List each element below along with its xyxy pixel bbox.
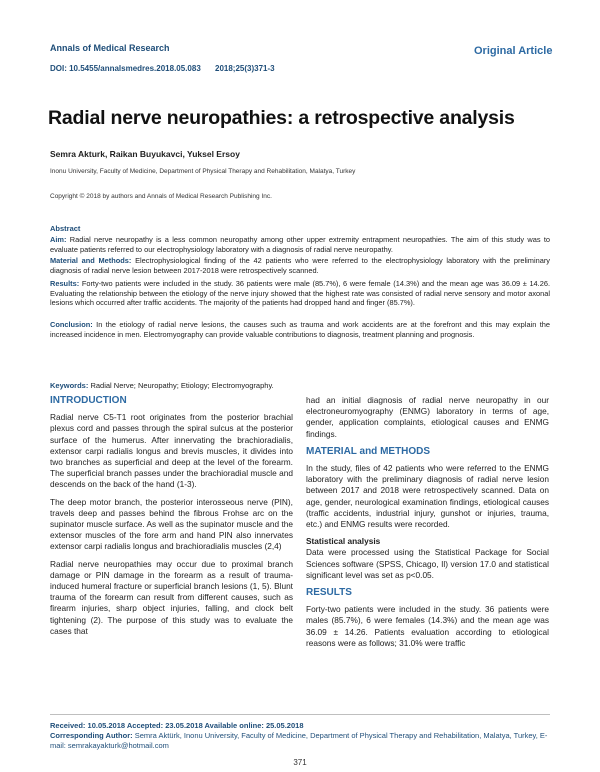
keywords-text: Radial Nerve; Neuropathy; Etiology; Electromyography.	[90, 381, 274, 390]
conclusion-label: Conclusion:	[50, 320, 93, 329]
abstract-conclusion	[50, 320, 550, 339]
corr-label: Corresponding Author:	[50, 731, 133, 740]
results-heading: RESULTS	[306, 587, 352, 599]
right-column	[306, 395, 549, 655]
intro-continued: had an initial diagnosis of radial nerve neuropathy in our electroneuromyography (ENMG) laboratory in terms of age, gender, application complaints, etiological causes and ENMG findings.	[306, 395, 549, 439]
statistics-paragraph: Data were processed using the Statistical Package for Social Sciences software (SPSS, Chicago, Il) version 17.0 and statistical significant level was set as p<0.05.	[306, 547, 549, 580]
methods-heading: MATERIAL and METHODS	[306, 445, 431, 457]
abstract-results	[50, 279, 550, 308]
keywords	[50, 381, 274, 390]
aim-label: Aim:	[50, 235, 67, 244]
corr-text: Semra Aktürk, Inonu University, Faculty of Medicine, Department of Physical Therapy and Rehabilitation, Malatya, Turkey, E-mail: semrakayakturk@hotmail.com	[50, 731, 548, 750]
doi[interactable]: DOI: 10.5455/annalsmedres.2018.05.083	[50, 64, 201, 73]
page-number: 371	[293, 758, 307, 767]
left-column	[50, 395, 293, 643]
conclusion-text: In the etiology of radial nerve lesions, the causes such as trauma and work accidents are at the forefront and this may explain the increased incidence in men. Electromyography can provide valuable contributions to diagnosis, treatment planning and prognosis.	[50, 320, 550, 339]
abstract-heading: Abstract	[50, 224, 81, 233]
results-label: Results:	[50, 279, 80, 288]
results-text: Forty-two patients were included in the study. 36 patients were male (85.7%), 6 were female (14.3%) and the mean age was 36.09 ± 14.26. Evaluating the relationship between the etiology of the nerve injury showed that the highest rate was consisted of radial nerve sensory and motor axonal lesions which occurred after traffic accidents. The majority of the patients had dropped hand and finger (85.7%).	[50, 279, 550, 308]
article-type: Original Article	[474, 45, 553, 57]
journal-name: Annals of Medical Research	[50, 43, 170, 53]
intro-paragraph-2: The deep motor branch, the posterior interosseous nerve (PIN), travels deep and passes behind the fibrous Frohse arc on the supinator muscle surface. As well as the supinator muscle and the extensor muscles of the fore arm and hand PIN also innervates extensor carpi radialis longus and brachioradialis muscles (2,4)	[50, 496, 293, 552]
affiliation: Inonu University, Faculty of Medicine, Department of Physical Therapy and Rehabilitation, Malatya, Turkey	[50, 168, 356, 175]
statistics-heading: Statistical analysis	[306, 536, 381, 547]
intro-paragraph-1: Radial nerve C5-T1 root originates from the posterior brachial plexus cord and passes through the spiral sulcus at the posterior surface of the humerus. After innervating the brachioradialis, extensor carpi radialis longus and brevis muscles, it divides into two branches as superficial and deep at the level of the forearm. The superficial branch passes under the brachioradial muscle and descends on the back of the hand (1-3).	[50, 412, 293, 490]
authors: Semra Akturk, Raikan Buyukavci, Yuksel Ersoy	[50, 149, 240, 159]
doi-line	[50, 64, 287, 73]
corresponding-author	[50, 731, 550, 751]
results-paragraph: Forty-two patients were included in the study. 36 patients were males (85.7%), 6 were females (14.3%) and the mean age was 36.09 ± 14.26. Patients evaluation according to etiological reasons were as follows; 31.0% were traffic	[306, 604, 549, 648]
footer-divider	[50, 714, 550, 715]
methods-paragraph: In the study, files of 42 patients who were referred to the ENMG laboratory with the preliminary diagnosis of radial nerve lesion between 2017 and 2018 were retrospectively scanned. Data on age, gender, neurological examination findings, etiological causes (traffic accidents, industrial injury, gunshot or injuries, trauma, etc.) and ENMG results were recorded.	[306, 463, 549, 530]
keywords-label: Keywords:	[50, 381, 89, 390]
received-dates: Received: 10.05.2018 Accepted: 23.05.2018 Available online: 25.05.2018	[50, 721, 304, 730]
article-title: Radial nerve neuropathies: a retrospective analysis	[48, 107, 515, 129]
abstract-aim	[50, 235, 550, 254]
introduction-heading: INTRODUCTION	[50, 395, 127, 406]
citation: 2018;25(3)371-3	[215, 64, 275, 73]
aim-text: Radial nerve neuropathy is a less common neuropathy among other upper extremity entrapment neuropathies. The aim of this study was to evaluate patients referred to our electrophysiology laboratory with a diagnosis of radial nerve neuropathy.	[50, 235, 551, 254]
methods-text: Electrophysiological finding of the 42 patients who were referred to the electrophysiology laboratory with the preliminary diagnosis of radial nerve lesion between 2017-2018 were retrospectively scanned.	[50, 256, 550, 275]
copyright: Copyright © 2018 by authors and Annals of Medical Research Publishing Inc.	[50, 193, 272, 200]
abstract-methods	[50, 256, 550, 275]
intro-paragraph-3: Radial nerve neuropathies may occur due to proximal branch damage or PIN damage in the forearm as a result of trauma-induced humeral fracture or superficial branch lesions (1, 5). Blunt trauma of the forearm can result from different causes, such as firearm injuries, sharp object injuries, falling, and clock belt tightening (2). The purpose of this study was to evaluate the cases that	[50, 558, 293, 636]
methods-label: Material and Methods:	[50, 256, 132, 265]
